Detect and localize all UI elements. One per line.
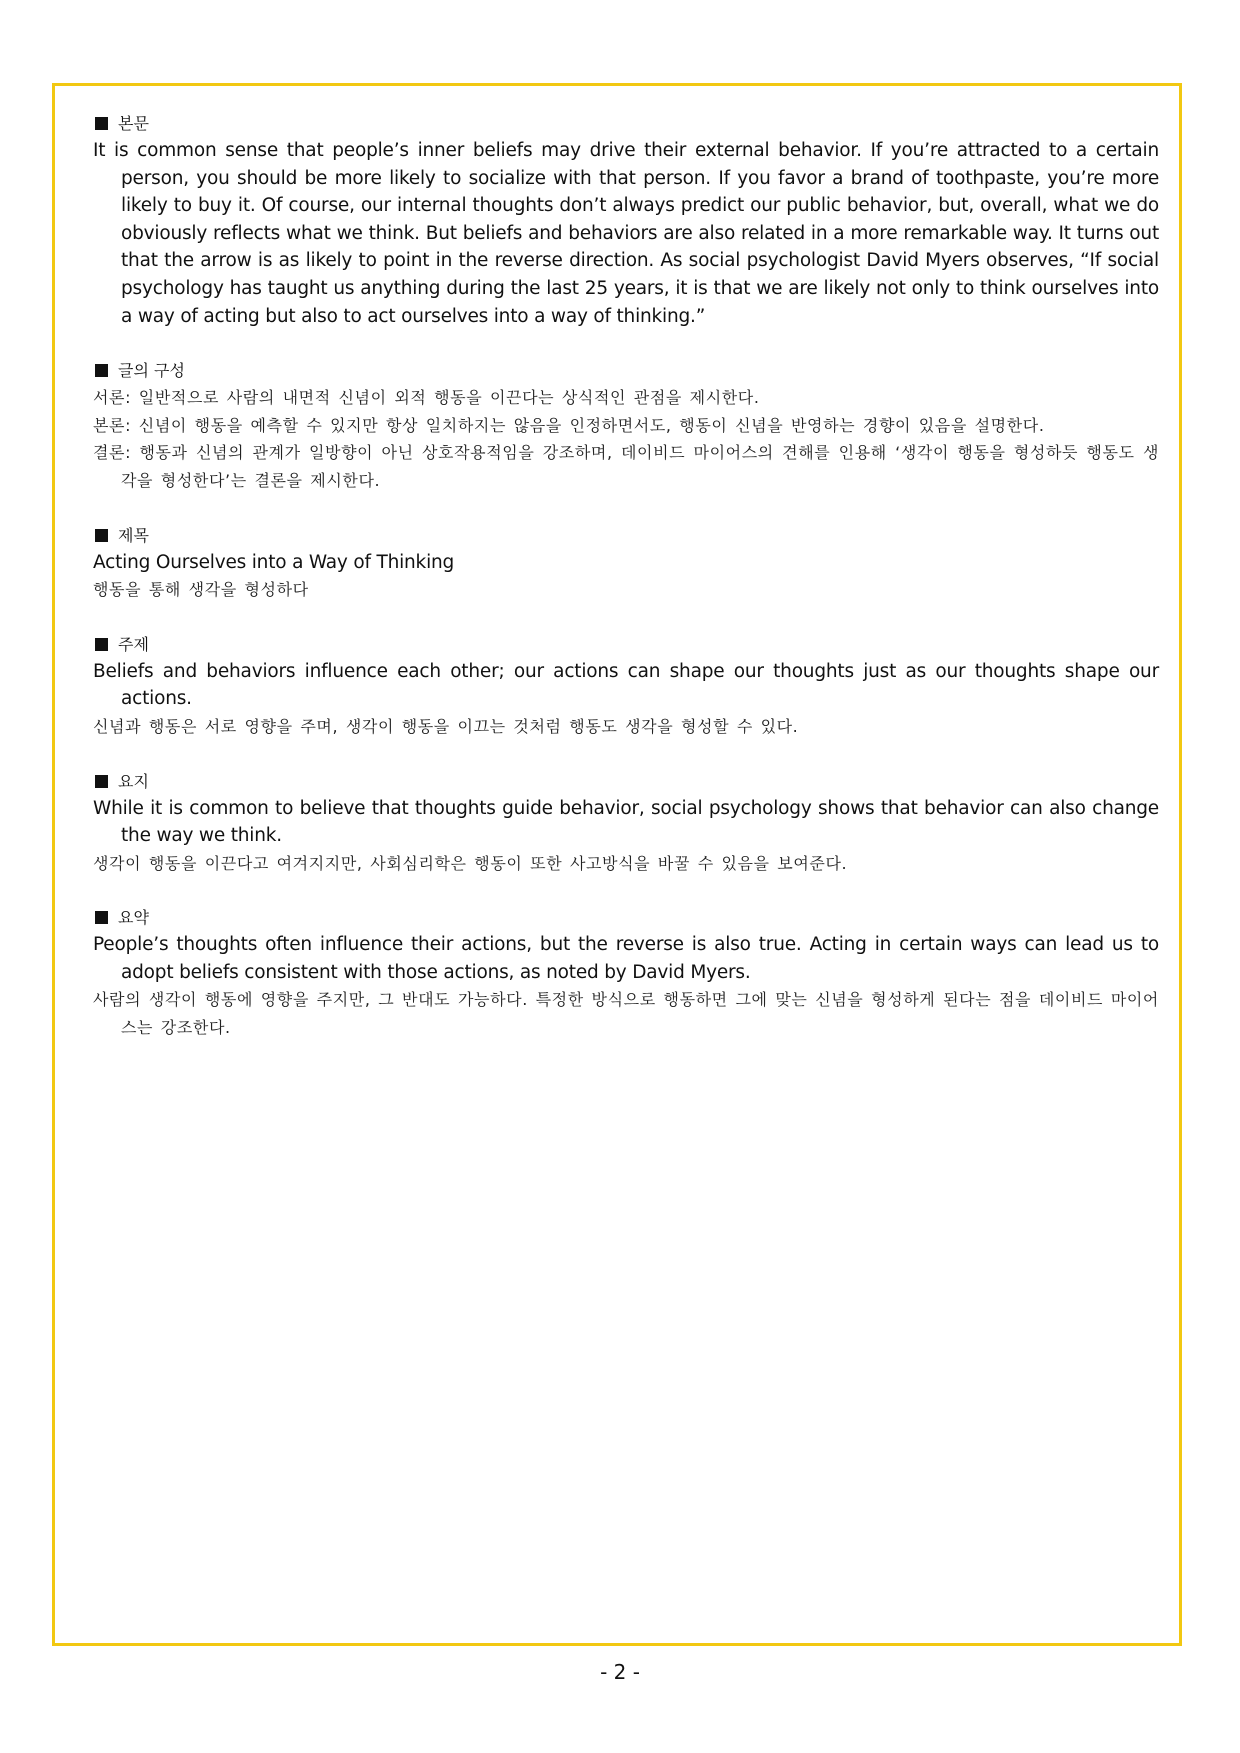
structure-conclusion: 결론: 행동과 신념의 관계가 일방향이 아닌 상호작용적임을 강조하며, 데이비드 마이어스의 견해를 인용해 ‘생각이 행동을 형성하듯 행동도 생각을 형성한다’는 결론을 제시한다. (93, 443, 1159, 490)
section-heading (93, 522, 1159, 549)
square-bullet-icon (95, 911, 108, 924)
section-theme (93, 631, 1159, 741)
summary-english: People’s thoughts often influence their actions, but the reverse is also true. Acting in certain ways can lead us to adopt beliefs consistent with those actions, as noted by David Myers. (93, 934, 1159, 983)
square-bullet-icon (95, 638, 108, 651)
structure-intro: 서론: 일반적으로 사람의 내면적 신념이 외적 행동을 이끈다는 상식적인 관점을 제시한다. (93, 388, 760, 408)
theme-english: Beliefs and behaviors influence each other; our actions can shape our thoughts just as our thoughts shape our actions. (93, 660, 1159, 710)
square-bullet-icon (95, 117, 108, 130)
heading-label: 제목 (118, 525, 149, 545)
page-number: - 2 - (600, 1660, 640, 1684)
gist-english: While it is common to believe that thoughts guide behavior, social psychology shows that behavior can also change the way we think. (93, 797, 1159, 847)
heading-label: 본문 (118, 114, 149, 133)
section-heading (93, 631, 1159, 658)
heading-label: 주제 (118, 634, 149, 654)
document-content (93, 110, 1159, 1069)
structure-main: 본론: 신념이 행동을 예측할 수 있지만 항상 일치하지는 않음을 인정하면서도, 행동이 신념을 반영하는 경향이 있음을 설명한다. (93, 415, 1045, 435)
title-english: Acting Ourselves into a Way of Thinking (93, 551, 455, 573)
section-structure (93, 357, 1159, 494)
section-heading (93, 357, 1159, 384)
section-body (93, 110, 1159, 330)
heading-label: 요약 (118, 908, 149, 928)
square-bullet-icon (95, 775, 108, 788)
gist-korean: 생각이 행동을 이끈다고 여겨지지만, 사회심리학은 행동이 또한 사고방식을 바꿀 수 있음을 보여준다. (93, 853, 848, 873)
section-title (93, 522, 1159, 604)
section-gist (93, 768, 1159, 878)
heading-label: 요지 (118, 771, 149, 791)
section-heading (93, 904, 1159, 931)
title-korean: 행동을 통해 생각을 형성하다 (93, 580, 309, 600)
summary-korean: 사람의 생각이 행동에 영향을 주지만, 그 반대도 가능하다. 특정한 방식으로 행동하면 그에 맞는 신념을 형성하게 된다는 점을 데이비드 마이어스는 강조한다. (93, 990, 1159, 1038)
heading-label: 글의 구성 (118, 361, 185, 381)
theme-korean: 신념과 행동은 서로 영향을 주며, 생각이 행동을 이끄는 것처럼 행동도 생각을 형성할 수 있다. (93, 716, 799, 736)
square-bullet-icon (95, 529, 108, 542)
section-summary (93, 904, 1159, 1041)
square-bullet-icon (95, 364, 108, 377)
body-paragraph: It is common sense that people’s inner beliefs may drive their external behavior. If you’re attracted to a certain person, you should be more likely to socialize with that person. If you favor a brand of toothpaste, you’re more likely to buy it. Of course, our internal thoughts don’t always predict our public behavior, but, overall, what we do obviously reflects what we think. But beliefs and behaviors are also related in a more remarkable way. It turns out that the arrow is as likely to point in the reverse direction. As social psychologist David Myers observes, “If social psychology has taught us anything during the last 25 years, it is that we are likely not only to think ourselves into a way of acting but also to act ourselves into a way of thinking.” (93, 140, 1159, 327)
section-heading (93, 768, 1159, 795)
section-heading (93, 110, 1159, 137)
